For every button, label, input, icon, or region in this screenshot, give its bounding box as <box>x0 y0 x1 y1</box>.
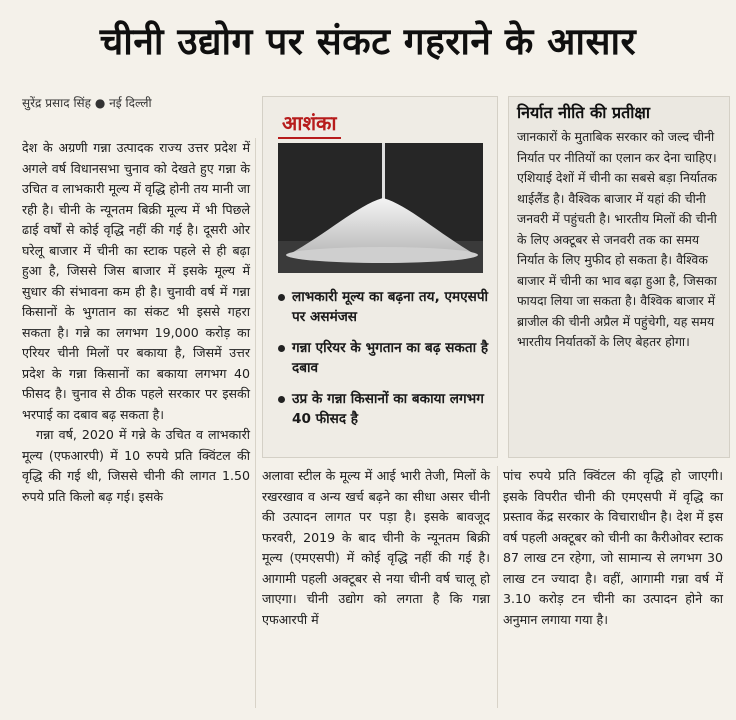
column-rule <box>497 466 498 708</box>
article-paragraph: गन्ना वर्ष, 2020 में गन्ने के उचित व लाभकारी मूल्य (एफआरपी) में 10 रुपये प्रति क्विंटल की वृद्धि की गई थी, जिससे चीनी की लागत 1.50 रुपये प्रति किलो बढ़ गई। इसके <box>22 427 250 504</box>
article-paragraph: देश के अग्रणी गन्ना उत्पादक राज्य उत्तर प्रदेश में अगले वर्ष विधानसभा चुनाव को देखते हुए गन्ना के उचित व लाभकारी मूल्य में वृद्धि होनी तय मानी जा रही है। चीनी के न्यूनतम बिक्री मूल्य में भी पिछले ढाई वर्षों से कोई वृद्धि नहीं की गई है। दूसरी ओर घरेलू बाजार में चीनी का स्टाक पहले से ही बढ़ा हुआ है, जिससे जिस बाजार में इसके मूल्य में सुधार की संभावना कम ही है। चुनावी वर्ष में गन्ना किसानों के भुगतान का संकट भी इससे गहरा सकता है। गन्ने का लगभग 19,000 करोड़ का एरियर चीनी मिलों पर बकाया है, जिसमें उत्तर प्रदेश के गन्ना किसानों का बकाया लगभग 40 फीसद है। चुनाव से ठीक पहले सरकार पर इसकी भरपाई का दबाव बढ़ सकता है। <box>22 140 250 422</box>
article-column-1 <box>22 138 250 507</box>
export-policy-box <box>508 96 730 458</box>
column-rule <box>255 138 256 708</box>
concern-box <box>262 96 498 458</box>
list-item: लाभकारी मूल्य का बढ़ना तय, एमएसपी पर असमंजस <box>278 287 490 327</box>
article-paragraph: अलावा स्टील के मूल्य में आई भारी तेजी, मिलों के रखरखाव व अन्य खर्च बढ़ने का सीधा असर चीनी की उत्पादन लागत पर पड़ा है। इसके बावजूद फरवरी, 2019 के बाद चीनी के न्यूनतम बिक्री मूल्य (एमएसपी) में कोई वृद्धि नहीं की गई है। आगामी पहली अक्टूबर से नया चीनी वर्ष चालू हो जाएगा। चीनी उद्योग को लगता है कि गन्ना एफआरपी में <box>262 468 490 627</box>
byline: सुरेंद्र प्रसाद सिंह ● नई दिल्ली <box>22 96 152 110</box>
article-paragraph: पांच रुपये प्रति क्विंटल की वृद्धि हो जाएगी। इसके विपरीत चीनी की एमएसपी में वृद्धि का प्रस्ताव केंद्र सरकार के विचाराधीन है। देश में इस वर्ष पहली अक्टूबर को चीनी का कैरीओवर स्टाक 87 लाख टन रहेगा, जो सामान्य से लगभग 30 लाख टन ज्यादा है। वहीं, आगामी गन्ना वर्ष में 3.10 करोड़ टन चीनी का उत्पादन होने का अनुमान लगाया गया है। <box>503 468 723 627</box>
concern-box-title: आशंका <box>278 109 341 139</box>
headline: चीनी उद्योग पर संकट गहराने के आसार <box>99 19 637 63</box>
article-column-3 <box>503 466 723 630</box>
article-column-2 <box>262 466 490 630</box>
export-policy-title: निर्यात नीति की प्रतीक्षा <box>517 103 650 122</box>
sugar-heap-photo <box>278 143 483 273</box>
concern-bullets <box>278 287 490 440</box>
list-item: उप्र के गन्ना किसानों का बकाया लगभग 40 फीसद है <box>278 389 490 429</box>
export-policy-text: जानकारों के मुताबिक सरकार को जल्द चीनी निर्यात पर नीतियों का एलान कर देना चाहिए। एशियाई देशों में चीनी का सबसे बड़ा निर्यातक थाईलैंड है। वैश्विक बाजार में यहां की चीनी जनवरी में पहुंचती है। भारतीय मिलों की चीनी के लिए अक्टूबर से जनवरी तक का समय निर्यात के लिए मुफीद हो सकता है। वैश्विक बाजार में चीनी का भाव बढ़ा हुआ है, जिसका फायदा लिया जा सकता है। वैश्विक बाजार में ब्राजील की चीनी अप्रैल में पहुंचेगी, यह समय भारतीय निर्यातकों के लिए बेहतर होगा। <box>517 129 717 349</box>
list-item: गन्ना एरियर के भुगतान का बढ़ सकता है दबाव <box>278 338 490 378</box>
